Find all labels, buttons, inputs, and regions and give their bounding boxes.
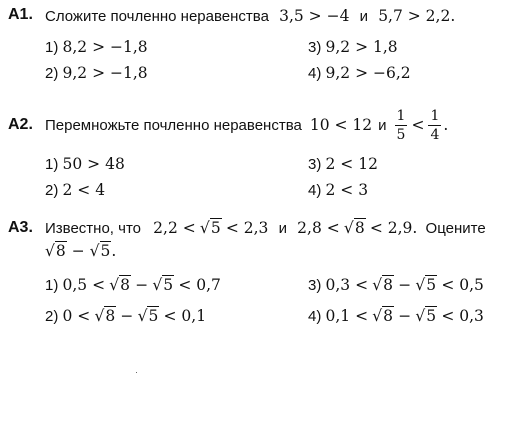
radicand: 5 — [426, 276, 437, 294]
sqrt-expression — [45, 242, 67, 260]
option-a2-4[interactable] — [308, 181, 368, 199]
period: . — [111, 242, 117, 260]
option-a3-3[interactable] — [308, 276, 484, 294]
bound: 2,2 < — [153, 219, 196, 237]
fraction — [428, 109, 441, 142]
option-number: 1) — [45, 156, 59, 173]
sqrt-expression: √5 — [415, 276, 437, 294]
option-a1-4[interactable] — [308, 64, 411, 82]
question-label-a1: A1. — [8, 6, 33, 23]
sqrt-expression: √8 — [109, 276, 131, 294]
radicand: 8 — [55, 242, 66, 260]
fraction — [395, 109, 408, 142]
option-number: 1) — [45, 277, 59, 294]
fraction-numerator: 1 — [396, 107, 406, 124]
sqrt-expression: √8 — [372, 307, 394, 325]
minus-sign: − — [71, 242, 85, 260]
minus-sign: − — [135, 276, 149, 294]
option-a2-2[interactable] — [45, 181, 105, 199]
question-text-a3 — [45, 219, 486, 237]
minus-sign: − — [398, 307, 412, 325]
question-text-a1 — [45, 7, 455, 25]
option-a3-2[interactable] — [45, 307, 206, 325]
option-number: 4) — [308, 308, 322, 325]
radical-sign: √ — [199, 219, 210, 237]
sqrt-expression: √5 — [415, 307, 437, 325]
conjunction: и — [359, 8, 369, 25]
option-text: 8,2 > −1,8 — [62, 38, 148, 56]
speck — [136, 372, 137, 373]
option-left-bound: 0,1 < — [325, 307, 369, 325]
option-right-bound: < 0,3 — [441, 307, 484, 325]
sqrt-expression: √5 — [152, 276, 174, 294]
radical-sign: √ — [89, 242, 100, 260]
question-text-a3-line2 — [45, 242, 116, 260]
option-number: 4) — [308, 182, 322, 199]
radicand: 5 — [210, 219, 221, 237]
option-number: 3) — [308, 277, 322, 294]
question-verb: Оцените — [425, 220, 486, 237]
fraction-denominator: 5 — [396, 126, 406, 143]
option-a3-4[interactable] — [308, 307, 484, 325]
radical-sign: √ — [343, 219, 354, 237]
option-number: 2) — [45, 65, 59, 82]
option-a1-2[interactable] — [45, 64, 148, 82]
sqrt-expression: √5 — [137, 307, 159, 325]
question-label-a3: A3. — [8, 219, 33, 236]
conjunction: и — [278, 220, 287, 237]
sqrt-expression: √8 — [372, 276, 394, 294]
option-right-bound: < 0,7 — [178, 276, 221, 294]
option-text: 9,2 > −6,2 — [325, 64, 411, 82]
radicand: 5 — [148, 307, 159, 325]
bound: 2,8 < — [297, 219, 340, 237]
option-a1-1[interactable] — [45, 38, 148, 56]
option-text: 50 > 48 — [62, 155, 125, 173]
radicand: 5 — [163, 276, 174, 294]
minus-sign: − — [120, 307, 134, 325]
radicand: 8 — [383, 307, 394, 325]
sqrt-expression — [90, 242, 112, 260]
period: . — [443, 116, 449, 134]
option-number: 2) — [45, 182, 59, 199]
option-left-bound: 0 < — [62, 307, 91, 325]
inequality-sign: < — [411, 116, 425, 134]
option-number: 4) — [308, 65, 322, 82]
conjunction: и — [378, 116, 387, 134]
minus-sign: − — [398, 276, 412, 294]
inequality: 10 < 12 — [309, 116, 373, 134]
option-number: 3) — [308, 39, 322, 56]
option-left-bound: 0,3 < — [325, 276, 369, 294]
question-stem: Сложите почленно неравенства — [45, 8, 269, 25]
radicand: 8 — [354, 219, 365, 237]
option-a2-1[interactable] — [45, 155, 125, 173]
option-right-bound: < 0,1 — [163, 307, 207, 325]
radicand: 8 — [383, 276, 394, 294]
fraction-denominator: 4 — [430, 126, 440, 143]
fraction-numerator: 1 — [430, 107, 440, 124]
option-a2-3[interactable] — [308, 155, 378, 173]
bound: < 2,9. — [369, 219, 418, 237]
inequality: 5,7 > 2,2. — [378, 7, 456, 25]
bound: < 2,3 — [225, 219, 269, 237]
option-text: 2 < 3 — [325, 181, 369, 199]
option-left-bound: 0,5 < — [62, 276, 106, 294]
option-number: 2) — [45, 308, 59, 325]
sqrt-expression — [344, 219, 366, 237]
sqrt-expression — [200, 219, 222, 237]
question-label-a2: A2. — [8, 116, 33, 133]
radicand: 5 — [100, 242, 111, 260]
radicand: 8 — [120, 276, 131, 294]
radicand: 5 — [426, 307, 437, 325]
option-a1-3[interactable] — [308, 38, 398, 56]
sqrt-expression: √8 — [94, 307, 116, 325]
option-number: 1) — [45, 39, 59, 56]
option-right-bound: < 0,5 — [441, 276, 484, 294]
question-text-a2 — [45, 104, 448, 146]
option-text: 2 < 12 — [325, 155, 378, 173]
inequality: 3,5 > −4 — [279, 7, 350, 25]
option-text: 9,2 > 1,8 — [325, 38, 398, 56]
question-stem: Известно, что — [45, 220, 141, 237]
radicand: 8 — [105, 307, 116, 325]
radical-sign: √ — [45, 242, 55, 260]
option-text: 9,2 > −1,8 — [62, 64, 148, 82]
option-number: 3) — [308, 156, 322, 173]
question-stem: Перемножьте почленно неравенства — [45, 116, 302, 134]
option-text: 2 < 4 — [62, 181, 106, 199]
option-a3-1[interactable] — [45, 276, 221, 294]
